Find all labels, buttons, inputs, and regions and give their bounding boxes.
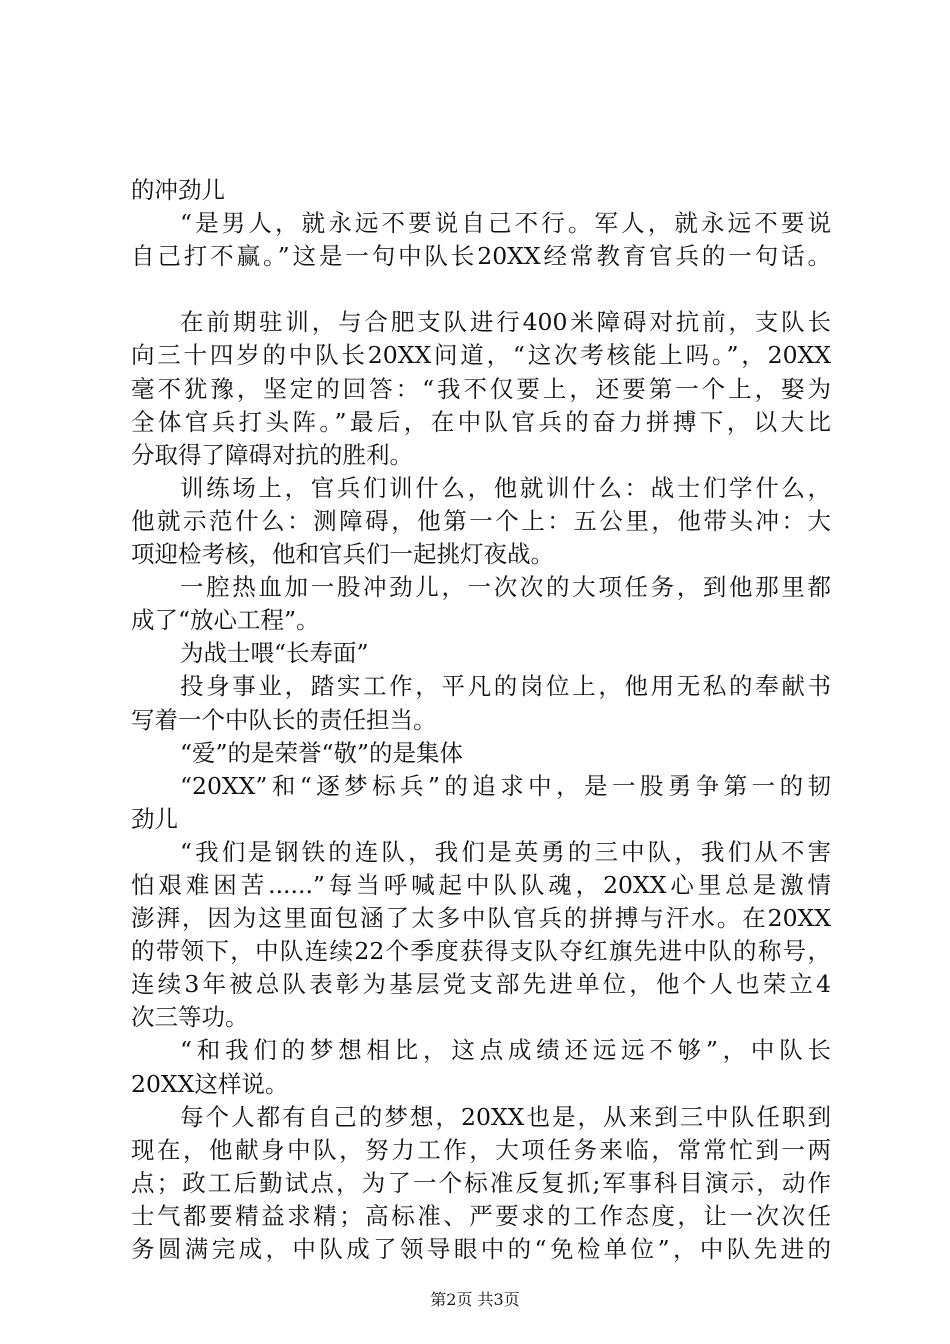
text-line: 的冲劲儿 xyxy=(131,176,225,204)
text-line: 投身事业，踏实工作，平凡的岗位上，他用无私的奉献书 xyxy=(180,672,831,701)
text-line: 毫不犹豫，坚定的回答：“我不仅要上，还要第一个上，娶为 xyxy=(131,374,831,403)
text-line: 连续3年被总队表彰为基层党支部先进单位，他个人也荣立4 xyxy=(131,970,831,999)
text-line: “爱”的是荣誉“敬”的是集体 xyxy=(180,738,464,767)
document-body xyxy=(131,174,831,1266)
text-line: 他就示范什么：测障碍，他第一个上：五公里，他带头冲：大 xyxy=(131,506,831,535)
text-line: 全体官兵打头阵。”最后，在中队官兵的奋力拼搏下，以大比 xyxy=(131,407,831,436)
text-line: 为战士喂“长寿面” xyxy=(180,639,369,668)
text-line: 分取得了障碍对抗的胜利。 xyxy=(131,440,413,469)
text-line: 写着一个中队长的责任担当。 xyxy=(131,705,437,734)
page-footer: 第2页 共3页 xyxy=(430,1290,520,1309)
text-line: 澎湃，因为这里面包涵了太多中队官兵的拼搏与汗水。在20XX xyxy=(131,904,831,933)
text-line: 劲儿 xyxy=(131,804,178,833)
blank-line xyxy=(131,273,831,306)
text-line: 务圆满完成，中队成了领导眼中的“免检单位”，中队先进的 xyxy=(131,1235,831,1263)
text-line: 向三十四岁的中队长20XX问道，“这次考核能上吗。”，20XX xyxy=(131,341,831,370)
text-line: “我们是钢铁的连队，我们是英勇的三中队，我们从不害 xyxy=(180,837,831,866)
text-line: 项迎检考核，他和官兵们一起挑灯夜战。 xyxy=(131,540,554,569)
text-line: 士气都要精益求精；高标准、严要求的工作态度，让一次次任 xyxy=(131,1201,831,1230)
text-line: 次三等功。 xyxy=(131,1003,249,1032)
text-line: 在前期驻训，与合肥支队进行400米障碍对抗前，支队长 xyxy=(180,308,831,337)
text-line: “是男人，就永远不要说自己不行。军人，就永远不要说 xyxy=(180,209,831,238)
text-line: 一腔热血加一股冲劲儿，一次次的大项任务，到他那里都 xyxy=(180,573,831,602)
text-line: 训练场上，官兵们训什么，他就训什么：战士们学什么， xyxy=(180,473,831,502)
text-line: “20XX”和“逐梦标兵”的追求中，是一股勇争第一的韧 xyxy=(180,771,831,800)
text-line: 成了“放心工程”。 xyxy=(131,606,320,635)
text-line: 20XX这样说。 xyxy=(131,1069,289,1098)
text-line: 自己打不赢。”这是一句中队长20XX经常教育官兵的一句话。 xyxy=(131,242,831,271)
text-line: 每个人都有自己的梦想，20XX也是，从来到三中队任职到 xyxy=(180,1102,831,1131)
text-line: 现在，他献身中队，努力工作，大项任务来临，常常忙到一两 xyxy=(131,1135,831,1164)
text-line: 点；政工后勤试点，为了一个标准反复抓;军事科目演示，动作 xyxy=(131,1168,831,1197)
text-line: 怕艰难困苦......”每当呼喊起中队队魂，20XX心里总是激情 xyxy=(131,870,831,899)
text-line: 的带领下，中队连续22个季度获得支队夺红旗先进中队的称号， xyxy=(131,937,831,966)
text-line: “和我们的梦想相比，这点成绩还远远不够”，中队长 xyxy=(180,1036,831,1065)
